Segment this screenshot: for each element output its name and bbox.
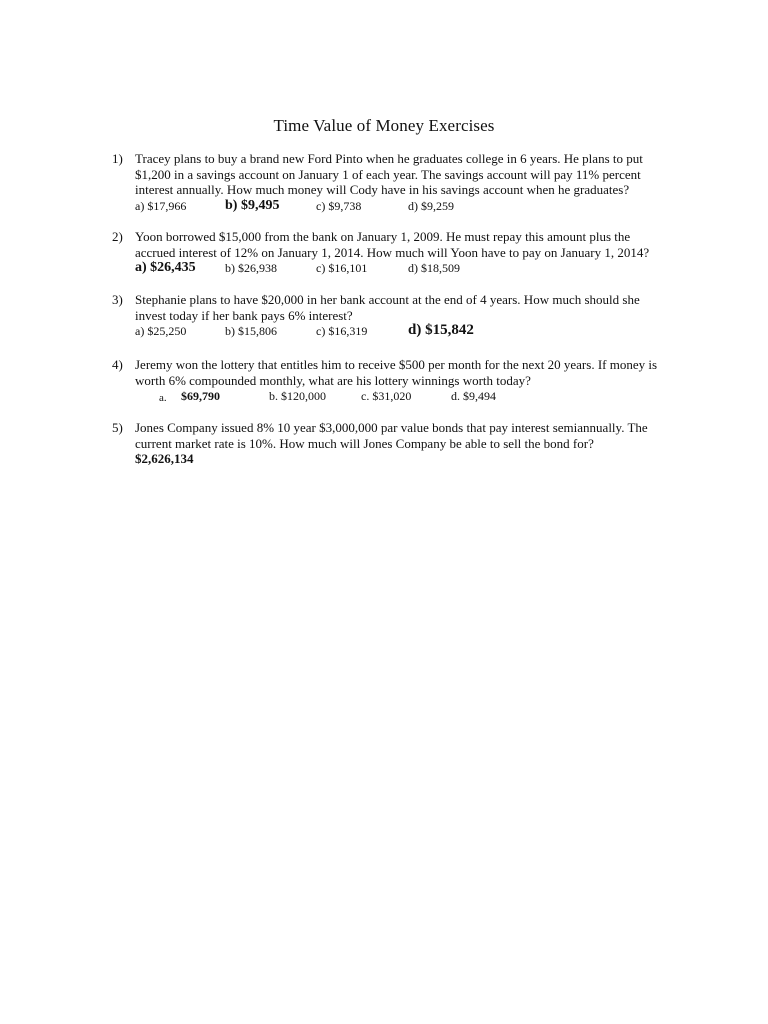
choice-c: c. $31,020	[361, 389, 412, 403]
question-text: Yoon borrowed $15,000 from the bank on January 1, 2009. He must repay this amount plus the accrued interest of 12% on January 1, 2014. How much will Yoon have to pay on January 1, 2014?	[135, 229, 650, 260]
question-3	[112, 292, 672, 342]
question-5	[112, 420, 672, 467]
answer-choices	[135, 323, 672, 342]
question-number: 5)	[112, 420, 123, 435]
choice-d: d) $18,509	[408, 261, 460, 275]
choice-a-correct: $69,790	[181, 389, 220, 403]
question-number: 4)	[112, 357, 123, 372]
answer-choices	[135, 198, 672, 217]
choice-b: b) $15,806	[225, 324, 277, 338]
choice-c: c) $9,738	[316, 198, 362, 213]
choice-a: a) $25,250	[135, 324, 187, 338]
answer-choices	[135, 260, 672, 279]
choice-d: d) $9,259	[408, 198, 454, 213]
choice-a: a) $17,966	[135, 198, 187, 213]
page-title: Time Value of Money Exercises	[273, 116, 495, 135]
question-text: Jeremy won the lottery that entitles him to receive $500 per month for the next 20 years. If money is worth 6% compounded monthly, what are his lottery winnings worth today?	[135, 357, 658, 388]
choice-d-correct: d) $15,842	[408, 322, 474, 338]
choice-a-label: a.	[159, 392, 167, 404]
choice-d: d. $9,494	[451, 389, 496, 403]
question-number: 1)	[112, 151, 123, 166]
question-number: 3)	[112, 292, 123, 307]
question-2	[112, 229, 672, 279]
answer-choices	[135, 388, 672, 407]
choice-c: c) $16,319	[316, 324, 368, 338]
choice-a-correct: a) $26,435	[135, 260, 196, 275]
answer-value: $2,626,134	[135, 451, 194, 466]
question-text: Tracey plans to buy a brand new Ford Pinto when he graduates college in 6 years. He plans to put $1,200 in a savings account on January 1 of each year. The savings account will pay 11% percent interest annually. How much money will Cody have in his savings account when he graduates?	[135, 151, 643, 197]
question-text: Jones Company issued 8% 10 year $3,000,000 par value bonds that pay interest semiannually. The current market rate is 10%. How much will Jones Company be able to sell the bond for?	[135, 420, 648, 451]
question-text: Stephanie plans to have $20,000 in her bank account at the end of 4 years. How much should she invest today if her bank pays 6% interest?	[135, 292, 640, 323]
choice-b-correct: b) $9,495	[225, 197, 280, 213]
question-number: 2)	[112, 229, 123, 244]
choice-c: c) $16,101	[316, 261, 368, 275]
question-1	[112, 151, 672, 217]
choice-b: b. $120,000	[269, 389, 326, 403]
question-4	[112, 357, 672, 407]
choice-b: b) $26,938	[225, 261, 277, 275]
